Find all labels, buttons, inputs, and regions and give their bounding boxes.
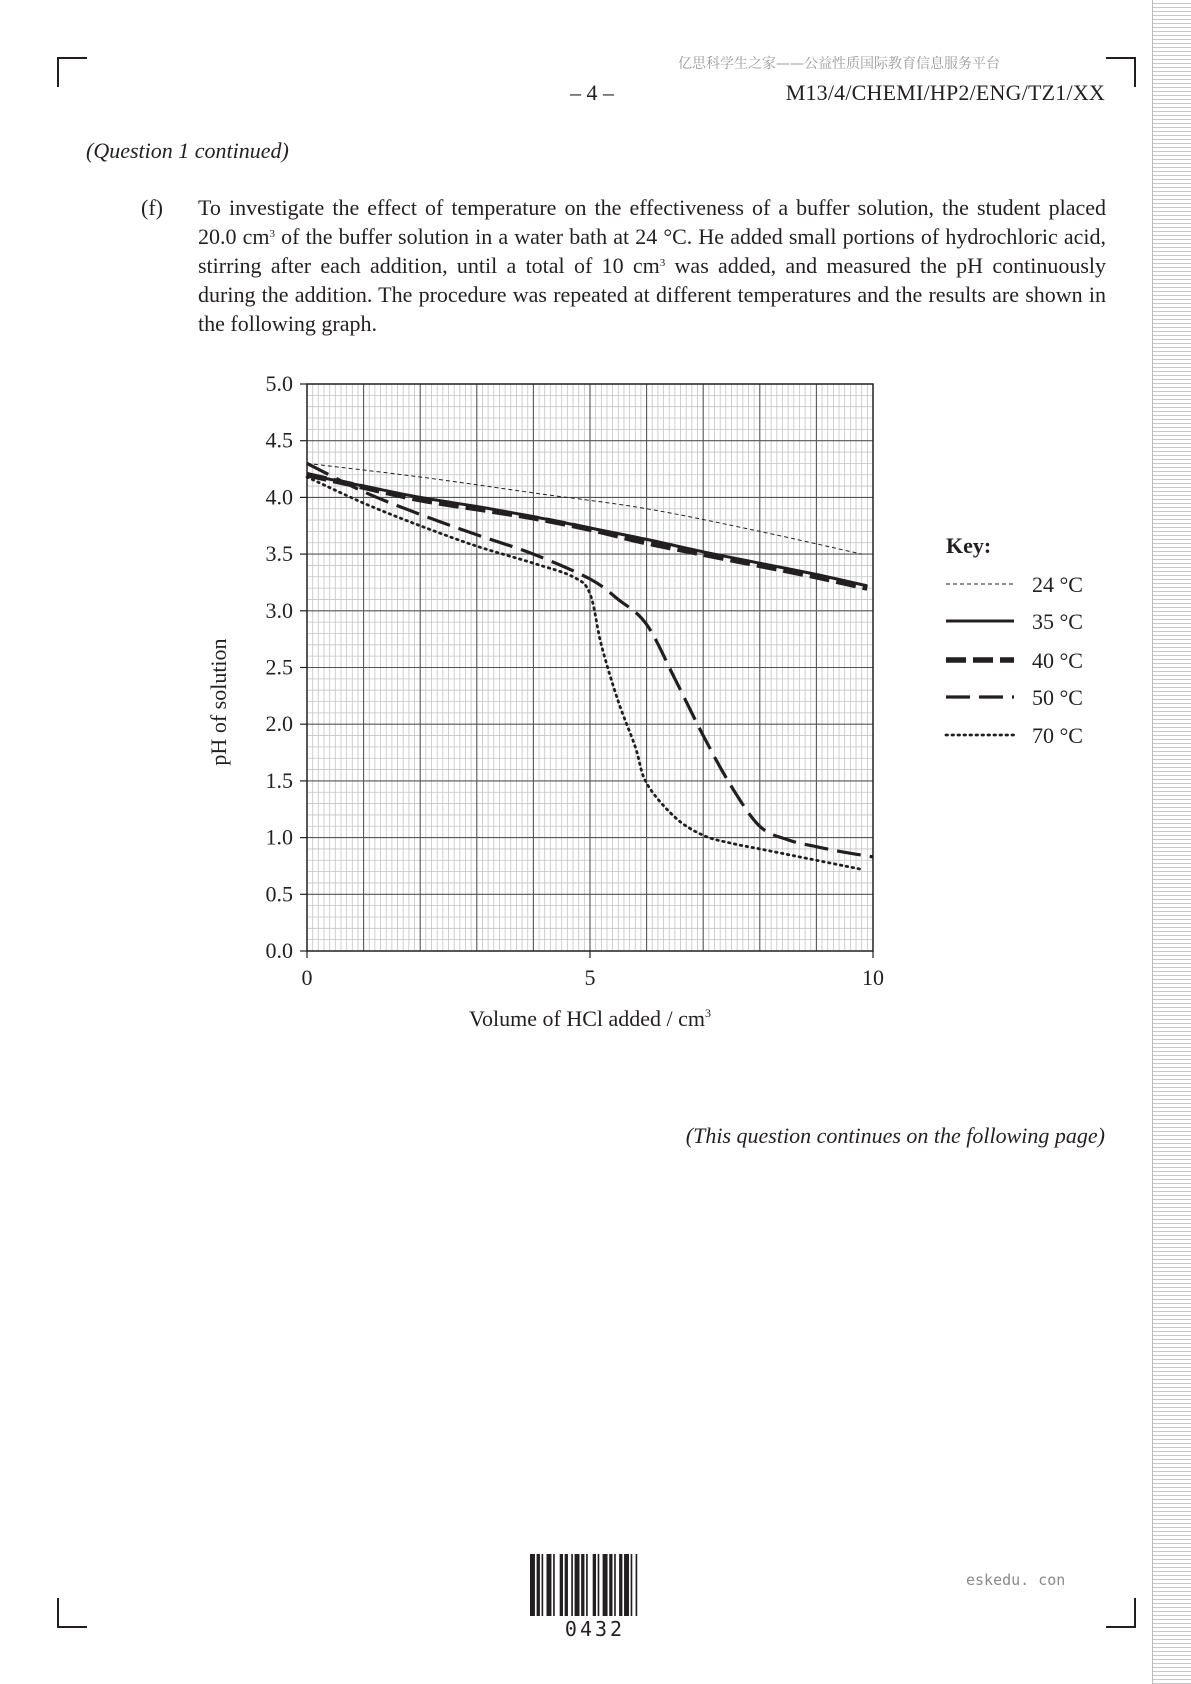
x-axis-label (469, 1006, 711, 1031)
question-continued-label: (Question 1 continued) (86, 138, 289, 163)
crop-mark-bottom-right (1106, 1598, 1136, 1628)
page-number: – 4 – (570, 80, 614, 105)
barcode-bar (631, 1554, 633, 1616)
y-tick-label: 3.0 (265, 597, 293, 623)
legend-label-40c: 40 °C (1032, 648, 1083, 673)
watermark-text: 亿思科学生之家——公益性质国际教育信息服务平台 (678, 56, 1000, 72)
barcode-bar (565, 1554, 568, 1616)
barcode-bar (636, 1554, 638, 1616)
legend-label-70c: 70 °C (1032, 723, 1083, 748)
y-tick-label: 3.5 (265, 541, 293, 567)
binding-strip (1152, 0, 1191, 1684)
y-tick-label: 4.5 (265, 427, 293, 453)
y-tick-label: 2.5 (265, 654, 293, 680)
barcode-bar (542, 1554, 544, 1616)
crop-mark-bottom-left (57, 1598, 87, 1628)
y-tick-label: 0.5 (265, 881, 293, 907)
y-tick-label: 0.0 (265, 938, 293, 963)
legend (946, 572, 1083, 748)
barcode-bar (547, 1554, 552, 1616)
x-axis-label-text: Volume of HCl added / cm (468, 1006, 706, 1031)
barcode-bar (586, 1554, 588, 1616)
x-axis-ticks (302, 951, 885, 990)
paper-code: M13/4/CHEMI/HP2/ENG/TZ1/XX (785, 80, 1105, 105)
y-tick-label: 2.0 (265, 711, 293, 737)
part-label: (f) (141, 195, 163, 220)
legend-label-24c: 24 °C (1032, 572, 1083, 597)
y-tick-label: 5.0 (265, 371, 293, 396)
question-text-1: To investigate the effect of temperature on the effectiveness of a buffer solution, the student placed 20.0 cm (198, 195, 1106, 249)
barcode-bar (575, 1554, 580, 1616)
x-tick-label: 0 (301, 965, 313, 990)
x-tick-label: 10 (862, 965, 884, 990)
legend-label-50c: 50 °C (1032, 685, 1083, 710)
barcode-bar (571, 1554, 573, 1616)
barcode-bar (619, 1554, 622, 1616)
site-mark: eskedu. con (966, 1571, 1066, 1589)
barcode-bar (624, 1554, 629, 1616)
question-text-3: was added, and measured the pH continuously during the addition. The procedure was repeated at different temperatures and the results are shown in the following graph. (198, 253, 1106, 336)
barcode-bar (609, 1554, 612, 1616)
x-axis-label-sup: 3 (705, 1006, 712, 1020)
barcode-bar (560, 1554, 563, 1616)
continues-note: (This question continues on the following page) (685, 1123, 1105, 1148)
barcode-bar (537, 1554, 540, 1616)
barcode-bar (553, 1554, 555, 1616)
barcode-number: 0432 (564, 1617, 626, 1641)
barcode-bar (603, 1554, 608, 1616)
barcode-bar (598, 1554, 600, 1616)
y-axis-label: pH of solution (206, 638, 231, 766)
barcode (530, 1554, 662, 1616)
y-tick-label: 1.5 (265, 767, 293, 793)
y-tick-label: 1.0 (265, 824, 293, 850)
legend-title: Key: (946, 533, 992, 558)
barcode-bar (581, 1554, 584, 1616)
superscript-3: 3 (269, 228, 276, 240)
x-tick-label: 5 (584, 965, 596, 990)
y-tick-label: 4.0 (265, 484, 293, 510)
superscript-3: 3 (659, 257, 666, 269)
barcode-bar (593, 1554, 596, 1616)
question-text-2: of the buffer solution in a water bath at 24 °C. He added small portions of hydrochloric acid, stirring after each addition, until a total of 10 cm (198, 224, 1106, 278)
barcode-bar (614, 1554, 616, 1616)
legend-label-35c: 35 °C (1032, 609, 1083, 634)
barcode-bar (530, 1554, 535, 1616)
y-axis-ticks (266, 371, 308, 963)
